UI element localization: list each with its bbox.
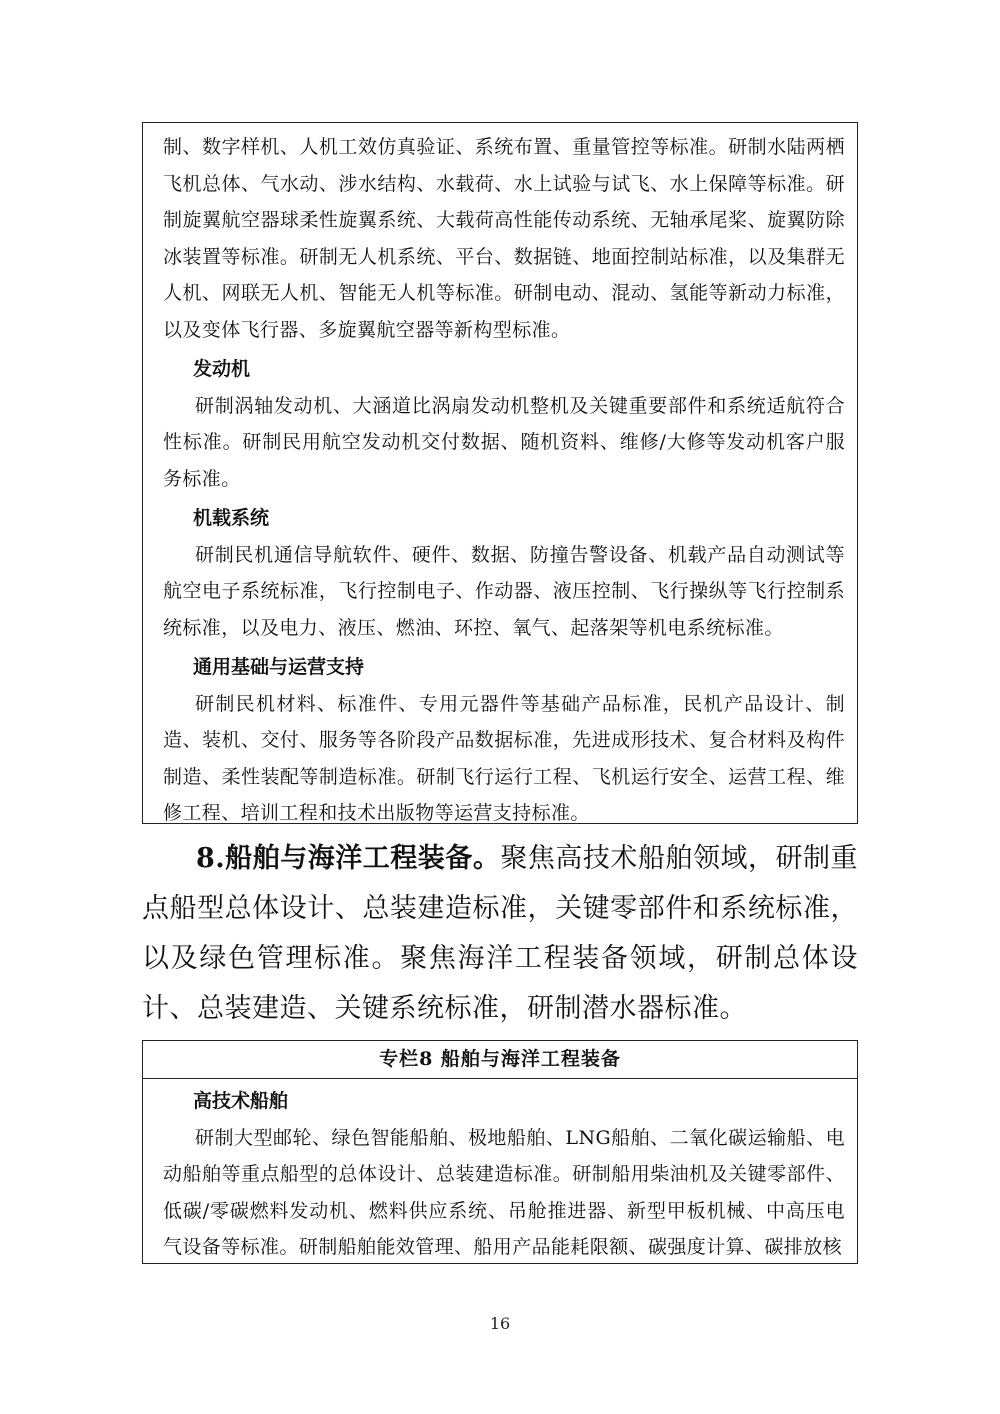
ship-ocean-body-paragraph [142,834,858,1034]
airborne-systems-paragraph: 研制民机通信导航软件、硬件、数据、防撞告警设备、机载产品自动测试等航空电子系统标准，飞行控制电子、作动器、液压控制、飞行操纵等飞行控制系统标准，以及电力、液压、燃油、环控、氧气、起落架等机电系统标准。 [163,543,845,639]
general-support-paragraph: 研制民机材料、标准件、专用元器件等基础产品标准，民机产品设计、制造、装机、交付、服务等各阶段产品数据标准，先进成形技术、复合材料及构件制造、柔性装配等制造标准。研制飞行运行工程、飞机运行安全、运营工程、维修工程、培训工程和技术出版物等运营支持标准。 [163,692,845,824]
page-number: 16 [489,1314,511,1333]
airborne-systems-heading: 机载系统 [193,507,270,529]
engine-paragraph: 研制涡轴发动机、大涵道比涡扇发动机整机及关键重要部件和系统适航符合性标准。研制民用航空发动机交付数据、随机资料、维修/大修等发动机客户服务标准。 [163,394,845,490]
general-support-heading: 通用基础与运营支持 [193,656,365,678]
section-text: 聚焦高技术船舶领域，研制重点船型总体设计、总装建造标准，关键零部件和系统标准，以及绿色管理标准。聚焦海洋工程装备领域，研制总体设计、总装建造、关键系统标准，研制潜水器标准。 [142,843,859,1024]
engine-heading: 发动机 [193,358,251,380]
aviation-intro-paragraph: 制、数字样机、人机工效仿真验证、系统布置、重量管控等标准。研制水陆两栖飞机总体、气水动、涉水结构、水载荷、水上试验与试飞、水上保障等标准。研制旋翼航空器球柔性旋翼系统、大载荷高性能传动系统、无轴承尾桨、旋翼防除冰装置等标准。研制无人机系统、平台、数据链、地面控制站标准，以及集群无人机、网联无人机、智能无人机等标准。研制电动、混动、氢能等新动力标准，以及变体飞行器、多旋翼航空器等新构型标准。 [163,136,845,341]
high-tech-ship-heading: 高技术船舶 [193,1090,289,1112]
ship-column-box [142,1040,858,1264]
column-title: 专栏8 船舶与海洋工程装备 [143,1041,857,1079]
high-tech-ship-paragraph: 研制大型邮轮、绿色智能船舶、极地船舶、LNG船舶、二氧化碳运输船、电动船舶等重点船型的总体设计、总装建造标准。研制船用柴油机及关键零部件、低碳/零碳燃料发动机、燃料供应系统、吊舱推进器、新型甲板机械、中高压电气设备等标准。研制船舶能效管理、船用产品能耗限额、碳强度计算、碳排放核 [163,1126,845,1258]
aviation-column-box [142,122,858,824]
section-lead: 8.船舶与海洋工程装备。 [196,843,501,874]
